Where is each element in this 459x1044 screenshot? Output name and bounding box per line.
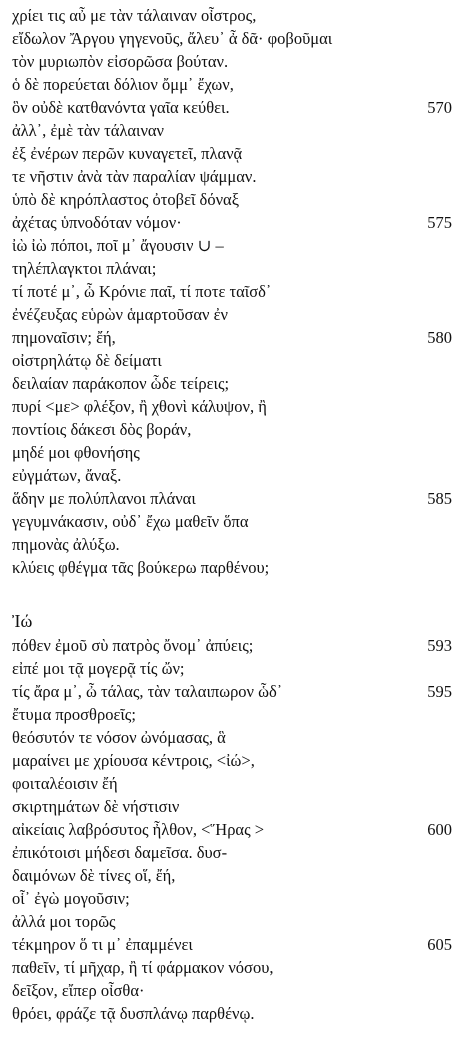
verse-line bbox=[12, 418, 452, 441]
verse-text: μαραίνει με χρίουσα κέντροις, <ἰώ>, bbox=[12, 751, 255, 770]
line-number: 605 bbox=[427, 935, 452, 954]
verse-text: φοιταλέοισιν ἔή bbox=[12, 774, 118, 793]
verse-line bbox=[12, 50, 452, 73]
verse-text: δειλαίαν παράκοπον ὧδε τείρεις; bbox=[12, 374, 230, 393]
verse-text: ἐξ ἐνέρων περῶν κυναγετεῖ, πλανᾷ bbox=[12, 144, 243, 163]
verse-text: οἰστρηλάτῳ δὲ δείματι bbox=[12, 351, 162, 370]
verse-text: ἀλλά μοι τορῶς bbox=[12, 912, 116, 931]
verse-text: χρίει τις αὖ με τὰν τάλαιναν οἶστρος, bbox=[12, 6, 257, 25]
verse-text: τί ποτέ μ᾽, ὦ Κρόνιε παῖ, τί ποτε ταῖσδ᾽ bbox=[12, 282, 272, 301]
verse-text: εὐγμάτων, ἄναξ. bbox=[12, 466, 122, 485]
verse-text: αἰκείαις λαβρόσυτος ἦλθον, <Ἥρας > bbox=[12, 820, 265, 839]
verse-text: εἰπέ μοι τᾷ μογερᾷ τίς ὤν; bbox=[12, 659, 185, 678]
verse-line bbox=[12, 887, 452, 910]
verse-line bbox=[12, 464, 452, 487]
line-number: 570 bbox=[427, 98, 452, 117]
verse-text: πόθεν ἐμοῦ σὺ πατρὸς ὄνομ᾽ ἀπύεις; bbox=[12, 636, 254, 655]
verse-text: ὑπὸ δὲ κηρόπλαστος ὀτοβεῖ δόναξ bbox=[12, 190, 240, 209]
verse-text: θρόει, φράζε τᾷ δυσπλάνῳ παρθένῳ. bbox=[12, 1004, 255, 1023]
verse-text: μηδέ μοι φθονήσης bbox=[12, 443, 140, 462]
verse-text: ὃν οὐδὲ κατθανόντα γαῖα κεύθει. bbox=[12, 98, 230, 117]
verse-line bbox=[12, 1002, 452, 1025]
verse-line bbox=[12, 372, 452, 395]
verse-text: γεγυμνάκασιν, οὐδ᾽ ἔχω μαθεῖν ὅπα bbox=[12, 512, 249, 531]
verse-line bbox=[12, 556, 452, 579]
verse-line bbox=[12, 303, 452, 326]
verse-line bbox=[12, 956, 452, 979]
verse-line bbox=[12, 142, 452, 165]
verse-line bbox=[12, 680, 452, 703]
verse-line bbox=[12, 726, 452, 749]
verse-line bbox=[12, 234, 452, 257]
verse-line bbox=[12, 349, 452, 372]
verse-line bbox=[12, 979, 452, 1002]
verse-line bbox=[12, 326, 452, 349]
verse-line bbox=[12, 841, 452, 864]
verse-line bbox=[12, 27, 452, 50]
verse-line bbox=[12, 73, 452, 96]
verse-line bbox=[12, 634, 452, 657]
line-number: 575 bbox=[427, 213, 452, 232]
speaker-line bbox=[12, 610, 452, 633]
verse-text: εἴδωλον Ἄργου γηγενοῦς, ἄλευ᾽ ἆ δᾶ· φοβοῦμαι bbox=[12, 29, 333, 48]
verse-text: τὸν μυριωπὸν εἰσορῶσα βούταν. bbox=[12, 52, 229, 71]
verse-text: πημοναῖσιν; ἔή, bbox=[12, 328, 116, 347]
verse-text: ἐνέζευξας εὑρὼν ἁμαρτοῦσαν ἐν bbox=[12, 305, 229, 324]
verse-text: ποντίοις δάκεσι δὸς βοράν, bbox=[12, 420, 192, 439]
verse-line bbox=[12, 657, 452, 680]
verse-line bbox=[12, 910, 452, 933]
speaker-name: Ἰώ bbox=[12, 611, 33, 631]
verse-text: οἷ᾽ ἐγὼ μογοῦσιν; bbox=[12, 889, 130, 908]
verse-line bbox=[12, 96, 452, 119]
verse-text: ἀχέτας ὑπνοδόταν νόμον· bbox=[12, 213, 182, 232]
verse-line bbox=[12, 395, 452, 418]
line-number: 595 bbox=[427, 682, 452, 701]
verse-text: δαιμόνων δὲ τίνες οἵ, ἔή, bbox=[12, 866, 176, 885]
verse-text: δεῖξον, εἴπερ οἶσθα· bbox=[12, 981, 145, 1000]
verse-line bbox=[12, 119, 452, 142]
verse-text: πημονὰς ἀλύξω. bbox=[12, 535, 120, 554]
verse-line bbox=[12, 795, 452, 818]
verse-line bbox=[12, 703, 452, 726]
verse-text: θεόσυτόν τε νόσον ὠνόμασας, ἃ bbox=[12, 728, 226, 747]
verse-text: ἰὼ ἰὼ πόποι, ποῖ μ᾽ ἄγουσιν ∪ – bbox=[12, 236, 224, 255]
verse-text: ἀλλ᾽, ἐμὲ τὰν τάλαιναν bbox=[12, 121, 165, 140]
verse-text: κλύεις φθέγμα τᾶς βούκερω παρθένου; bbox=[12, 558, 270, 577]
line-number: 600 bbox=[427, 820, 452, 839]
verse-line bbox=[12, 165, 452, 188]
verse-line bbox=[12, 933, 452, 956]
verse-line bbox=[12, 772, 452, 795]
verse-line bbox=[12, 188, 452, 211]
verse-line bbox=[12, 211, 452, 234]
verse-text: ὁ δὲ πορεύεται δόλιον ὄμμ᾽ ἔχων, bbox=[12, 75, 234, 94]
verse-text: ἅδην με πολύπλανοι πλάναι bbox=[12, 489, 196, 508]
verse-line bbox=[12, 441, 452, 464]
verse-line bbox=[12, 487, 452, 510]
verse-text: ἐπικότοισι μήδεσι δαμεῖσα. δυσ- bbox=[12, 843, 228, 862]
verse-text: παθεῖν, τί μῆχαρ, ἢ τί φάρμακον νόσου, bbox=[12, 958, 274, 977]
verse-line bbox=[12, 864, 452, 887]
verse-text: τε νῆστιν ἀνὰ τὰν παραλίαν ψάμμαν. bbox=[12, 167, 257, 186]
verse-line bbox=[12, 533, 452, 556]
verse-line bbox=[12, 818, 452, 841]
verse-text: σκιρτημάτων δὲ νήστισιν bbox=[12, 797, 180, 816]
verse-line bbox=[12, 749, 452, 772]
verse-text: τηλέπλαγκτοι πλάναι; bbox=[12, 259, 157, 278]
verse-text: ἔτυμα προσθροεῖς; bbox=[12, 705, 136, 724]
line-number: 593 bbox=[427, 636, 452, 655]
verse-line bbox=[12, 4, 452, 27]
line-number: 580 bbox=[427, 328, 452, 347]
verse-line bbox=[12, 257, 452, 280]
verse-line bbox=[12, 280, 452, 303]
verse-text: τέκμηρον ὅ τι μ᾽ ἐπαμμένει bbox=[12, 935, 193, 954]
verse-text: πυρί <με> φλέξον, ἢ χθονὶ κάλυψον, ἢ bbox=[12, 397, 267, 416]
line-number: 585 bbox=[427, 489, 452, 508]
verse-line bbox=[12, 510, 452, 533]
verse-text: τίς ἄρα μ᾽, ὦ τάλας, τὰν ταλαιπωρον ὧδ᾽ bbox=[12, 682, 283, 701]
